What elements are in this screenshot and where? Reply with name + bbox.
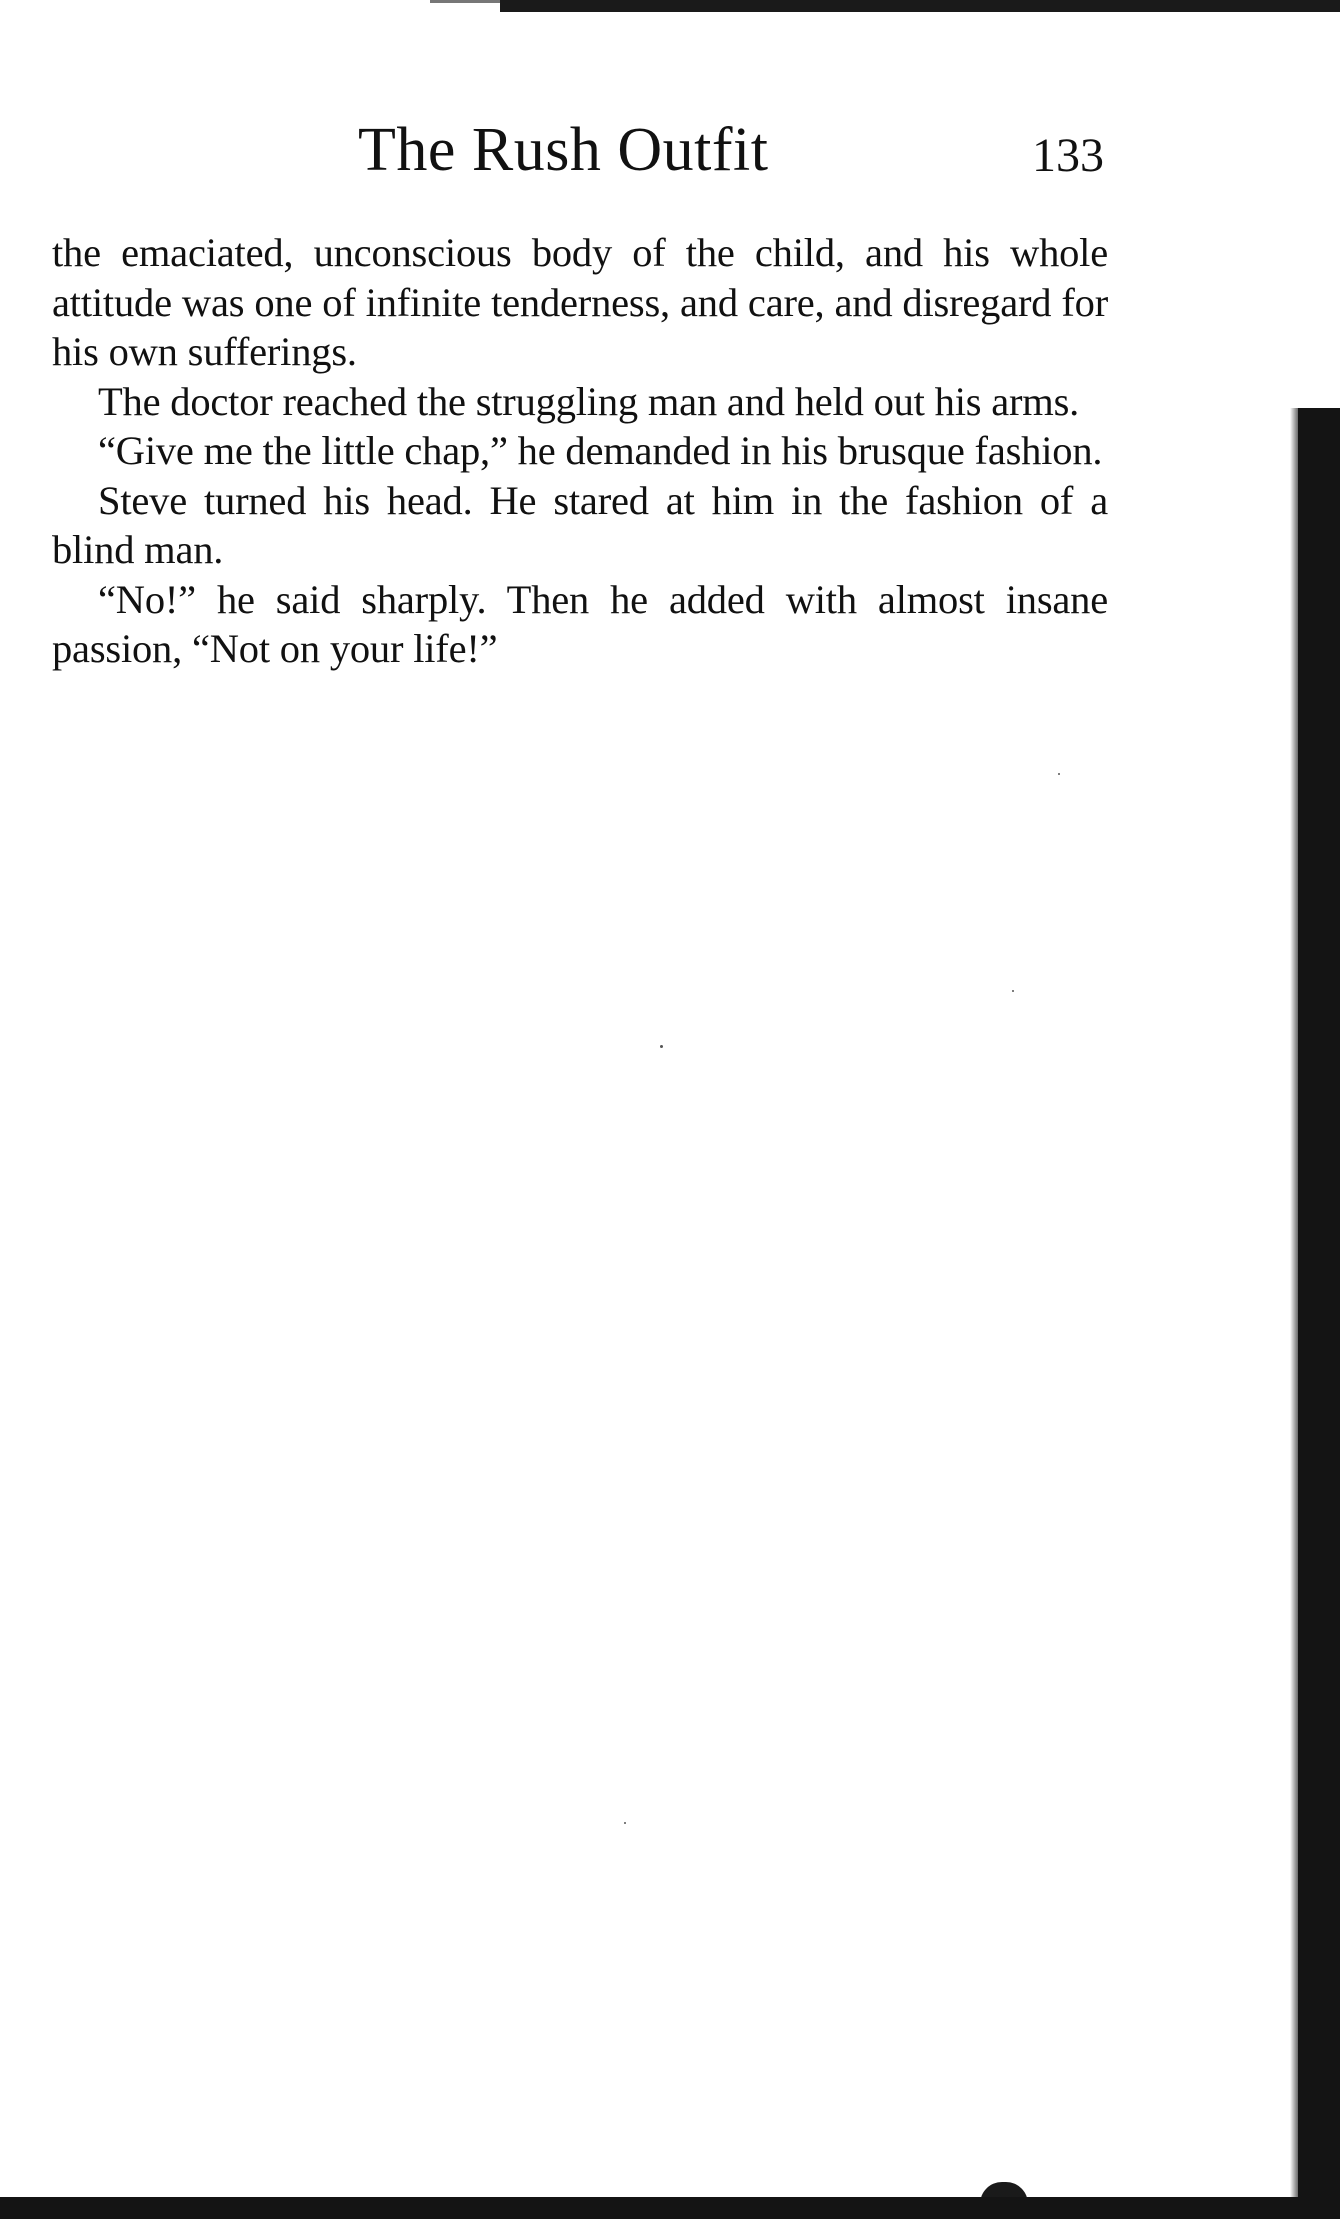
body-text: [52, 228, 1108, 674]
paragraph-1: the emaciated, unconscious body of the child, and his whole attitude was one of infinite tenderness, and care, and disregard for his own sufferings.: [52, 230, 1108, 374]
running-head-title: The Rush Outfit: [358, 116, 769, 184]
scan-right-edge: [1298, 408, 1340, 2219]
scan-speck: [1058, 773, 1060, 775]
paragraph-3: “Give me the little chap,” he demanded in his brusque fashion.: [98, 428, 1103, 473]
paragraph-4: Steve turned his head. He stared at him in the fashion of a blind man.: [52, 477, 1108, 572]
scan-right-edge-shadow: [1290, 408, 1298, 2219]
paragraph-5: “No!” he said sharply. Then he added with almost insane passion, “Not on your life!”: [52, 576, 1108, 671]
page-number: 133: [1032, 129, 1104, 182]
scan-speck: [624, 1822, 626, 1824]
scan-bottom-edge: [0, 2197, 1340, 2219]
paragraph-2: The doctor reached the struggling man and held out his arms.: [98, 378, 1080, 424]
running-head: [0, 110, 1160, 190]
scan-speck: [1012, 990, 1014, 992]
scan-top-edge: [500, 0, 1340, 12]
scan-speck: [660, 1045, 663, 1048]
